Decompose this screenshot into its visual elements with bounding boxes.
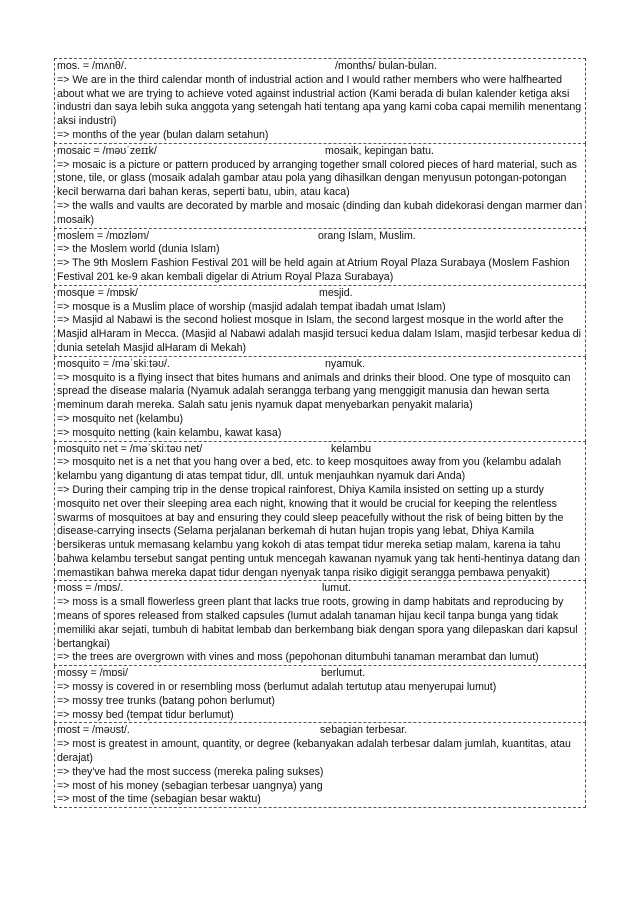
entry-meaning: kelambu xyxy=(331,442,372,455)
dictionary-entry xyxy=(54,357,586,442)
example-line: => mosquito is a flying insect that bites humans and animals and drinks their blood. One type of mosquito can spread the disease malaria (Nyamuk adalah serangga terbang yang menggigit manusia dan hewan serta meminum darah mereka. Salah satu jenis nyamuk dapat menyebarkan penyakit malaria) xyxy=(57,371,571,412)
entry-meaning: nyamuk. xyxy=(325,357,366,370)
entry-meaning: mesjid. xyxy=(319,286,353,299)
example-line: => mosquito net is a net that you hang over a bed, etc. to keep mosquitoes away from you (kelambu adalah kelambu yang digantung di atas tempat tidur, dll. untuk menjauhkan nyamuk dari Anda) xyxy=(57,456,562,483)
dictionary-entry xyxy=(54,442,586,582)
entry-header xyxy=(57,443,583,457)
entry-header xyxy=(57,358,583,372)
entry-term: mosquito net = /məˈskiːtəʊ net/ xyxy=(57,442,203,455)
dictionary-entry xyxy=(54,666,586,723)
entry-term: mosque = /mɒsk/ xyxy=(57,286,138,299)
dictionary-entry xyxy=(54,581,586,666)
example-line: => mossy is covered in or resembling moss (berlumut adalah tertutup atau menyerupai lumut) xyxy=(57,681,497,694)
example-line: => the Moslem world (dunia Islam) xyxy=(57,243,220,256)
entry-term: moslem = /mɒzləm/ xyxy=(57,229,150,242)
entry-term: mos. = /mʌnθ/. xyxy=(57,60,127,72)
example-line: => During their camping trip in the dense tropical rainforest, Dhiya Kamila insisted on setting up a sturdy mosquito net over their sleeping area each night, knowing that it would be crucial for keeping the relentless swarms of mosquitoes at bay and ensuring they could sleep peacefully without the risk of being bitten by the disease-carrying insects (Selama perjalanan berkemah di hutan hujan tropis yang lebat, Dhiya Kamila bersikeras untuk memasang kelambu yang kokoh di atas tempat tidur mereka setiap malam, karena ia tahu bahwa kelambu tersebut sangat penting untuk mencegah kawanan nyamuk yang tak henti-hentinya datang dan memastikan bahwa mereka dapat tidur dengan nyenyak tanpa risiko digigit serangga pembawa penyakit) xyxy=(57,483,580,579)
dictionary-entry xyxy=(54,229,586,286)
entry-meaning: orang Islam, Muslim. xyxy=(318,229,416,242)
entry-meaning: sebagian terbesar. xyxy=(320,724,408,737)
entry-term: mosquito = /məˈskiːtəʊ/. xyxy=(57,357,170,370)
entry-header xyxy=(57,287,583,301)
entry-header xyxy=(57,60,583,74)
example-line: => mossy tree trunks (batang pohon berlumut) xyxy=(57,694,275,707)
example-line: => Masjid al Nabawi is the second holiest mosque in Islam, the second largest mosque in the world after the Masjid alHaram in Mecca. (Masjid al Nabawi adalah masjid tersuci kedua dalam Islam, masjid terbesar kedua di dunia setelah Masjid alHaram di Mekah) xyxy=(57,314,582,354)
dictionary-entry xyxy=(54,58,586,144)
example-line: => most is greatest in amount, quantity, or degree (kebanyakan adalah terbesar dalam jumlah, kuantitas, atau derajat) xyxy=(57,738,571,765)
entry-term: most = /məʊst/. xyxy=(57,724,130,737)
dictionary-page xyxy=(54,58,586,808)
dictionary-entry xyxy=(54,286,586,357)
example-line: => mosquito net (kelambu) xyxy=(57,412,184,425)
example-line: => they've had the most success (mereka paling sukses) xyxy=(57,765,324,778)
example-line: => mosque is a Muslim place of worship (masjid adalah tempat ibadah umat Islam) xyxy=(57,300,446,313)
example-line: => mossy bed (tempat tidur berlumut) xyxy=(57,708,234,721)
entry-header xyxy=(57,724,583,738)
example-line: => mosquito netting (kain kelambu, kawat kasa) xyxy=(57,426,282,439)
entry-header xyxy=(57,145,583,159)
entry-meaning: lumut. xyxy=(322,582,351,595)
example-line: => most of his money (sebagian terbesar uangnya) yang xyxy=(57,779,323,792)
example-line: => mosaic is a picture or pattern produced by arranging together small colored pieces of hard material, such as stone, tile, or glass (mosaik adalah gambar atau pola yang dihasilkan dengan menyusun potongan-potongan kecil berwarna dari bahan keras, seperti batu, ubin, atau kaca) xyxy=(57,158,577,199)
dictionary-entry xyxy=(54,723,586,808)
example-line: => months of the year (bulan dalam setahun) xyxy=(57,128,269,141)
entry-term: mosaic = /məʊˈzeɪɪk/ xyxy=(57,144,157,157)
entry-term: moss = /mɒs/. xyxy=(57,582,124,595)
example-line: => the trees are overgrown with vines and moss (pepohonan ditumbuhi tanaman merambat dan lumut) xyxy=(57,651,539,664)
entry-meaning: /months/ bulan-bulan. xyxy=(335,60,437,72)
example-line: => the walls and vaults are decorated by marble and mosaic (dinding dan kubah didekorasi dengan marmer dan mosaik) xyxy=(57,199,583,226)
entry-term: mossy = /mɒsi/ xyxy=(57,667,128,680)
entry-header xyxy=(57,667,583,681)
example-line: => most of the time (sebagian besar waktu) xyxy=(57,793,261,806)
entry-meaning: mosaik, kepingan batu. xyxy=(325,144,434,157)
dictionary-entry xyxy=(54,144,586,229)
entry-header xyxy=(57,230,583,244)
entry-header xyxy=(57,582,583,596)
example-line: => moss is a small flowerless green plant that lacks true roots, growing in damp habitats and reproducing by means of spores released from stalked capsules (lumut adalah tanaman hijau kecil tanpa bunga yang tidak memiliki akar sejati, tumbuh di habitat lembab dan berkembang biak dengan spora yang dilepaskan dari kapsul bertangkai) xyxy=(57,596,578,650)
example-line: => The 9th Moslem Fashion Festival 201 will be held again at Atrium Royal Plaza Surabaya (Moslem Fashion Festival 201 ke-9 akan kembali digelar di Atrium Royal Plaza Surabaya) xyxy=(57,257,570,283)
example-line: => We are in the third calendar month of industrial action and I would rather members who were halfhearted about what we are trying to achieve voted against industrial action (Kami berada di bulan kalender ketiga aksi industri dan saya lebih suka anggota yang setengah hati tentang apa yang kami coba capai memilih menentang aksi industri) xyxy=(57,73,582,128)
entry-meaning: berlumut. xyxy=(321,667,366,680)
